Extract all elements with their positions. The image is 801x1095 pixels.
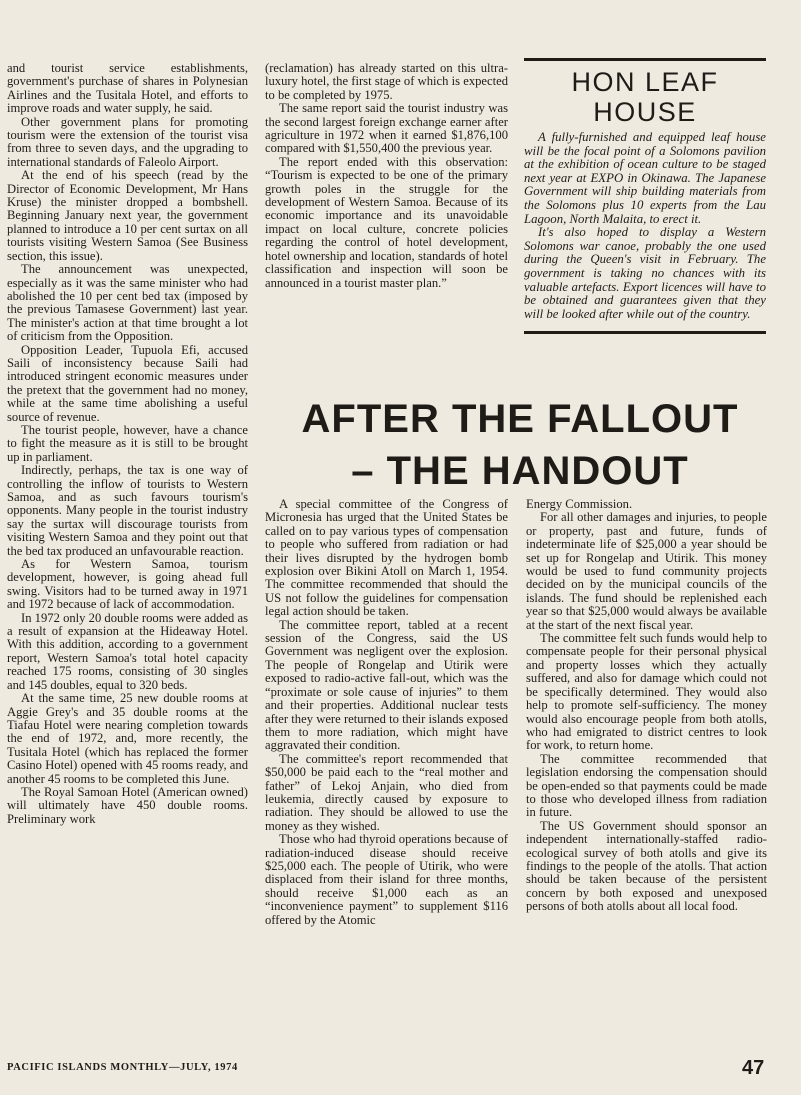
paragraph: Those who had thyroid operations because of radiation-induced disease should receive $25,000 each. The people of Utirik, who were displaced from their island for three months, should receive $1,000 each as an “inconvenience payment” to supplement $116 offered by the Atomic xyxy=(265,832,508,927)
paragraph: In 1972 only 20 double rooms were added as a result of expansion at the Hideaway Hotel. With this addition, according to a government report, Western Samoa's total hotel capacity reached 175 rooms, consisting of 30 singles and 145 doubles, equal to 320 beds. xyxy=(7,610,248,692)
paragraph: A special committee of the Congress of Micronesia has urged that the United States be called on to pay various types of compensation to people who suffered from radiation or had their lives disrupted by the hydrogen bomb explosion over Bikini Atoll on March 1, 1954. The committee recommended that should the US not follow the guidelines for compensation legal action should be taken. xyxy=(265,497,508,619)
headline-line-2: – THE HANDOUT xyxy=(351,449,689,493)
paragraph: The committee's report recommended that $50,000 be paid each to the “real mother and father” of Lekoj Anjain, who died from leukemia, directly caused by exposure to radiation. They should be allowed to use the money as they wished. xyxy=(265,751,508,833)
paragraph: Other government plans for promoting tourism were the extension of the tourist visa from three to seven days, and the upgrading to international standards of Faleolo Airport. xyxy=(7,114,248,169)
paragraph: The announcement was unexpected, especially as it was the same minister who had abolished the 10 per cent bed tax (imposed by the previous Tamasese Government) last year. The minister's action at that time brought a lot of criticism from the Opposition. xyxy=(7,262,248,344)
paragraph: The committee report, tabled at a recent session of the Congress, said the US Government was negligent over the explosion. The people of Rongelap and Utirik were exposed to radio-active fall-out, which was the “proximate or sole cause of injuries” to them and their properties. Additional nuclear tests after they were returned to their islands exposed them to more radiation, which might have aggravated their condition. xyxy=(265,617,508,753)
paragraph: The committee felt such funds would help to compensate people for their personal physical and property losses which they actually suffered, and also for damage which could not be specifically determined. They would also help to promote self-sufficiency. The money would also encourage people from both atolls, who had emigrated to district centres to look for work, to return home. xyxy=(526,631,767,753)
box-paragraph: A fully-furnished and equipped leaf house will be the focal point of a Solomons pavilion at the exhibition of ocean culture to be staged next year at EXPO in Okinawa. The Japanese Government will ship building materials from the Solomons plus 10 experts from the Lau Lagoon, North Malaita, to erect it. xyxy=(524,130,766,226)
paragraph: The same report said the tourist industry was the second largest foreign exchange earner after agriculture in 1972 when it earned $1,876,100 compared with $1,550,400 the previous year. xyxy=(265,101,508,156)
paragraph: The committee recommended that legislation endorsing the compensation should be open-ended so that payments could be made to those who developed illness from radiation in future. xyxy=(526,751,767,820)
page-number: 47 xyxy=(742,1057,765,1079)
headline xyxy=(300,393,740,497)
paragraph: Energy Commission. xyxy=(526,497,633,511)
paragraph: For all other damages and injuries, to people or property, past and future, funds of indeterminate life of $25,000 a year should be set up for Rongelap and Utirik. This money would be used to fund community projects decided on by the municipal councils of the islands. The fund should be replenished each year so that $25,000 would always be available at the start of the next fiscal year. xyxy=(526,510,767,632)
article-column-3 xyxy=(265,498,508,927)
box-title: HON LEAF HOUSE xyxy=(571,67,719,127)
paragraph: At the end of his speech (read by the Director of Economic Development, Mr Hans Kruse) the minister dropped a bombshell. Beginning January next year, the government planned to introduce a 10 per cent surtax on all tourists visiting Western Samoa (See Business section, this issue). xyxy=(7,168,248,263)
article-column-1 xyxy=(7,62,248,826)
divider xyxy=(524,331,766,334)
box-paragraph: It's also hoped to display a Western Solomons war canoe, probably the one used during the Queen's visit in February. The government is taking no chances with its valuable artefacts. Export licences will have to be obtained and guarantees given that they will be looked after while out of the country. xyxy=(524,225,766,321)
publication-footer: PACIFIC ISLANDS MONTHLY—JULY, 1974 xyxy=(7,1062,238,1073)
sidebar-box xyxy=(524,58,766,334)
paragraph: Opposition Leader, Tupuola Efi, accused Saili of inconsistency because Saili had introduced stringent economic measures under the pretext that the government had no money, while at the same time abolishing a useful source of revenue. xyxy=(7,342,248,424)
paragraph: The report ended with this observation: “Tourism is expected to be one of the primary growth poles in the struggle for the development of Western Samoa. Because of its economic importance and its unavoidable impact on local culture, concrete policies regarding the control of hotel development, hotel ownership and location, standards of hotel classification and inspection will soon be announced in a tourist master plan.” xyxy=(265,154,508,290)
divider xyxy=(524,58,766,61)
paragraph: and tourist service establishments, government's purchase of shares in Polynesian Airlines and the Tusitala Hotel, and efforts to improve roads and water supply, he said. xyxy=(7,61,248,116)
paragraph: The US Government should sponsor an independent internationally-staffed radio-ecological survey of both atolls and give its findings to the people of the atolls. That action should be taken because of the persistent concern by both exposed and unexposed persons of both atolls about all local food. xyxy=(526,818,767,914)
paragraph: The Royal Samoan Hotel (American owned) will ultimately have 450 double rooms. Preliminary work xyxy=(7,784,248,826)
paragraph: Indirectly, perhaps, the tax is one way of controlling the inflow of tourists to Western Samoa, and as such favours tourism's opponents. Many people in the tourist industry say the surtax will discourage tourists from visiting Western Samoa and they point out that the bed tax produced an unfavourable reaction. xyxy=(7,463,248,558)
paragraph: As for Western Samoa, tourism development, however, is going ahead full swing. Visitors had to be turned away in 1971 and 1972 because of lack of accommodation. xyxy=(7,557,248,612)
article-column-2 xyxy=(265,62,508,290)
paragraph: (reclamation) has already started on this ultra-luxury hotel, the first stage of which is expected to be completed by 1975. xyxy=(265,61,508,102)
article-column-4 xyxy=(526,498,767,914)
paragraph: At the same time, 25 new double rooms at Aggie Grey's and 35 double rooms at the Tiafau Hotel were nearing completion towards the end of 1972, and, more recently, the Tusitala Hotel (which has replaced the former Casino Hotel) opened with 45 rooms ready, and another 45 rooms to be completed this June. xyxy=(7,691,248,786)
headline-line-1: AFTER THE FALLOUT xyxy=(301,397,739,441)
paragraph: The tourist people, however, have a chance to fight the measure as it is still to be brought up in parliament. xyxy=(7,422,248,464)
